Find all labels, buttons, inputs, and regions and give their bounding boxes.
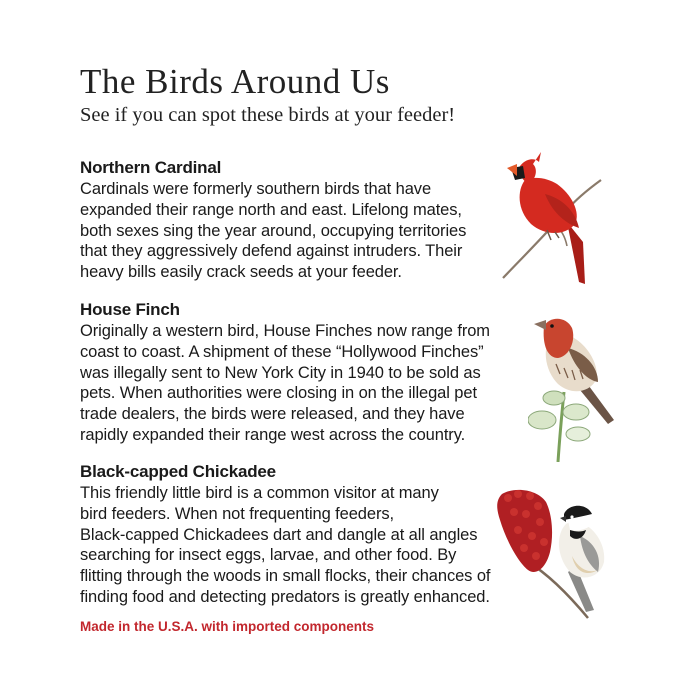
bird-heading: Northern Cardinal (80, 158, 222, 177)
description-line: heavy bills easily crack seeds at your feeder. (80, 263, 402, 282)
description-line: bird feeders. When not frequenting feeders, (80, 504, 394, 523)
description-line: trade dealers, the birds were released, and they have (80, 405, 465, 424)
page-title: The Birds Around Us (80, 62, 390, 101)
section-house-finch (80, 300, 490, 446)
description-line: finding food and detecting predators is greatly enhanced. (80, 587, 490, 606)
description-line: Cardinals were formerly southern birds that have (80, 180, 432, 198)
description-line: both sexes sing the year around, occupying territories (80, 221, 467, 240)
page-subtitle: See if you can spot these birds at your feeder! (80, 104, 456, 126)
section-northern-cardinal (80, 158, 466, 283)
bird-heading: House Finch (80, 300, 180, 319)
description-line: flitting through the woods in small flocks, their chances of (80, 567, 491, 586)
bird-description (80, 179, 466, 283)
section-black-capped-chickadee (80, 462, 490, 608)
description-line: was illegally sent to New York City in 1940 to be sold as (80, 363, 481, 382)
black-capped-chickadee-illustration (488, 484, 613, 619)
bird-heading: Black-capped Chickadee (80, 462, 276, 481)
bird-description (80, 321, 490, 446)
bird-description (80, 483, 490, 608)
description-line: This friendly little bird is a common visitor at many (80, 484, 439, 502)
description-line: Originally a western bird, House Finches now range from (80, 322, 490, 340)
house-finch-illustration (528, 312, 622, 462)
made-in-usa-note: Made in the U.S.A. with imported components (80, 619, 375, 634)
description-line: rapidly expanded their range west across the country. (80, 425, 466, 444)
description-line: expanded their range north and east. Lifelong mates, (80, 200, 462, 219)
description-line: Black-capped Chickadees dart and dangle at all angles (80, 525, 478, 544)
description-line: pets. When authorities were closing in on the illegal pet (80, 384, 477, 403)
description-line: coast to coast. A shipment of these “Hollywood Finches” (80, 342, 484, 361)
northern-cardinal-illustration (495, 150, 605, 290)
description-line: searching for insect eggs, larvae, and other food. By (80, 546, 457, 565)
description-line: that they aggressively defend against intruders. Their (80, 242, 463, 261)
